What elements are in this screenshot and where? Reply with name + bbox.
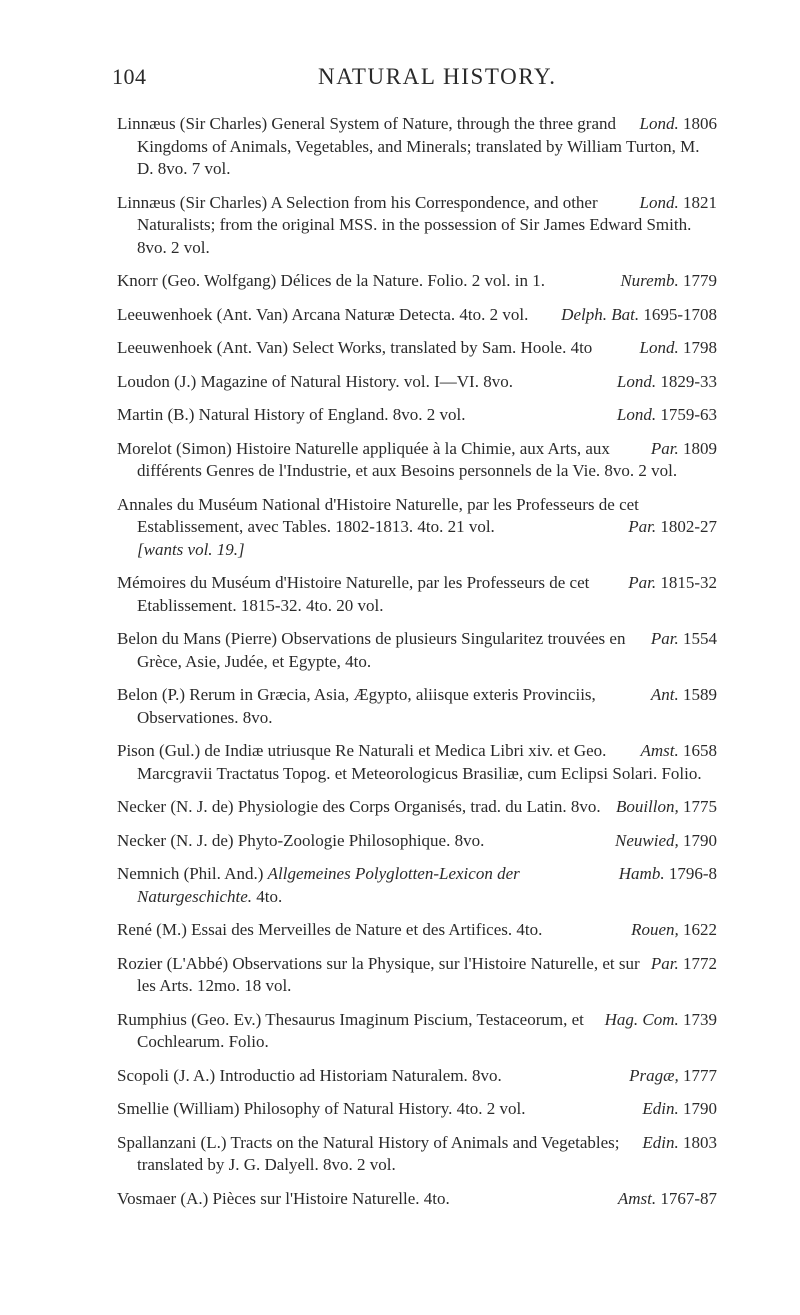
imprint-place: Bouillon, <box>615 797 679 816</box>
imprint-year: 1554 <box>683 629 717 648</box>
catalogue-entry <box>117 919 717 942</box>
catalogue-entry <box>117 1065 717 1088</box>
imprint-year: 1809 <box>683 438 717 458</box>
catalogue-entry <box>117 740 717 785</box>
entry-text: Belon du Mans (Pierre) Observations de plusieurs Singularitez trouvées en Grèce, Asie, Judée, et Egypte, 4to. <box>117 629 626 671</box>
imprint-year: 1767-87 <box>660 1188 717 1208</box>
entry-text: Necker (N. J. de) Physiologie des Corps Organisés, trad. du Latin. 8vo. <box>117 797 601 816</box>
entry-text: Rumphius (Geo. Ev.) Thesaurus Imaginum Piscium, Testaceorum, et Cochlearum. Folio. <box>117 1009 584 1051</box>
entry-text: Spallanzani (L.) Tracts on the Natural History of Animals and Vegetables; translated by J. G. Dalyell. 8vo. 2 vol. <box>117 1132 620 1174</box>
catalogue-entry <box>117 1009 717 1054</box>
imprint-place: Delph. Bat. <box>561 304 640 324</box>
imprint-place: Edin. <box>642 1132 679 1152</box>
imprint <box>641 438 717 461</box>
entries-list <box>117 113 717 1221</box>
imprint-place: Par. <box>650 629 679 648</box>
imprint-place: Lond. <box>639 192 679 212</box>
page-number: 104 <box>112 64 147 89</box>
catalogue-entry <box>117 404 717 427</box>
imprint-year: 1695-1708 <box>643 304 717 324</box>
catalogue-entry <box>117 1188 717 1211</box>
catalogue-entry <box>117 1098 717 1121</box>
imprint-place: Neuwied, <box>615 830 679 850</box>
imprint-place: Rouen, <box>631 920 679 939</box>
entry-text: Knorr (Geo. Wolfgang) Délices de la Nature. Folio. 2 vol. in 1. <box>117 271 545 290</box>
imprint-place: Ant. <box>650 685 679 704</box>
imprint <box>631 740 718 763</box>
imprint-place: Par. <box>628 517 657 536</box>
catalogue-entry <box>117 371 717 394</box>
imprint <box>551 304 717 327</box>
catalogue-entry <box>117 304 717 327</box>
imprint <box>605 830 717 853</box>
imprint <box>610 270 717 293</box>
entry-text: Leeuwenhoek (Ant. Van) Arcana Naturæ Detecta. 4to. 2 vol. <box>117 304 529 324</box>
imprint-place: Lond. <box>639 338 679 357</box>
imprint-place: Edin. <box>642 1099 679 1118</box>
entry-text: Leeuwenhoek (Ant. Van) Select Works, translated by Sam. Hoole. 4to <box>117 338 593 357</box>
entry-text: René (M.) Essai des Merveilles de Nature et des Artifices. 4to. <box>117 920 543 939</box>
imprint-place: Hag. Com. <box>604 1009 679 1029</box>
imprint <box>618 572 717 595</box>
catalogue-entry <box>117 438 717 483</box>
imprint-year: 1759-63 <box>660 405 717 424</box>
entry-text: Vosmaer (A.) Pièces sur l'Histoire Naturelle. 4to. <box>117 1188 450 1208</box>
entry-text-prefix: Nemnich (Phil. And.) <box>117 864 268 883</box>
entry-text: Martin (B.) Natural History of England. 8vo. 2 vol. <box>117 405 466 424</box>
catalogue-entry <box>117 830 717 853</box>
imprint-year: 1821 <box>683 192 717 212</box>
imprint-year: 1790 <box>683 830 717 850</box>
imprint-year: 1622 <box>683 920 717 939</box>
catalogue-entry <box>117 684 717 729</box>
catalogue-entry <box>117 113 717 181</box>
entry-text: Annales du Muséum National d'Histoire Naturelle, par les Professeurs de cet Establissement, avec Tables. 1802-1813. 4to. 21 vol. <box>117 494 639 536</box>
imprint-year: 1806 <box>683 114 717 133</box>
imprint-place: Hamb. <box>618 864 665 883</box>
entry-text: Belon (P.) Rerum in Græcia, Asia, Ægypto, aliisque exteris Provinciis, Observationes. 8vo. <box>117 685 596 727</box>
entry-text: Linnæus (Sir Charles) A Selection from his Correspondence, and other Naturalists; from the original MSS. in the possession of Sir James Edward Smith. 8vo. 2 vol. <box>117 192 692 257</box>
catalogue-entry <box>117 1132 717 1177</box>
entry-text: Morelot (Simon) Histoire Naturelle appliquée à la Chimie, aux Arts, aux différents Genres de l'Industrie, et aux Besoins personnels de la Vie. 8vo. 2 vol. <box>117 438 678 480</box>
entry-text: Scopoli (J. A.) Introductio ad Historiam Naturalem. 8vo. <box>117 1065 502 1085</box>
imprint <box>618 516 717 539</box>
entry-title-italic: Allgemeines Polyglotten-Lexicon der Naturgeschichte. <box>137 864 520 906</box>
entry-text: Loudon (J.) Magazine of Natural History. vol. I—VI. 8vo. <box>117 371 513 391</box>
imprint-place: Lond. <box>616 371 657 391</box>
entry-text: Necker (N. J. de) Phyto-Zoologie Philosophique. 8vo. <box>117 830 485 850</box>
imprint-place: Par. <box>650 438 679 458</box>
imprint-place: Amst. <box>617 1188 657 1208</box>
catalogue-entry <box>117 628 717 673</box>
imprint <box>619 1065 717 1088</box>
imprint-place: Amst. <box>640 741 679 760</box>
imprint <box>630 192 717 215</box>
imprint-place: Lond. <box>639 114 679 133</box>
imprint <box>632 1132 717 1155</box>
catalogue-entry <box>117 494 717 562</box>
entry-text: Mémoires du Muséum d'Histoire Naturelle, par les Professeurs de cet Etablissement. 1815-32. 4to. 20 vol. <box>117 573 590 615</box>
imprint-year: 1775 <box>683 797 717 816</box>
imprint-year: 1815-32 <box>660 573 717 592</box>
imprint-year: 1796-8 <box>668 864 717 883</box>
imprint <box>607 371 717 394</box>
catalogue-entry <box>117 572 717 617</box>
imprint-year: 1777 <box>683 1065 717 1085</box>
imprint-place: Lond. <box>616 405 657 424</box>
imprint-place: Par. <box>628 573 657 592</box>
imprint-year: 1772 <box>683 953 717 973</box>
imprint-year: 1790 <box>683 1099 717 1118</box>
entry-note: [wants vol. 19.] <box>137 539 245 559</box>
imprint-year: 1779 <box>683 271 717 290</box>
imprint-place: Nuremb. <box>620 271 679 290</box>
imprint <box>608 1188 717 1211</box>
imprint <box>606 796 717 819</box>
imprint-year: 1803 <box>683 1132 717 1152</box>
entry-text: Rozier (L'Abbé) Observations sur la Physique, sur l'Histoire Naturelle, et sur les Arts. 12mo. 18 vol. <box>117 953 640 995</box>
imprint-place: Pragæ, <box>629 1065 679 1085</box>
catalogue-entry <box>117 796 717 819</box>
entry-text: Pison (Gul.) de Indiæ utriusque Re Naturali et Medica Libri xiv. et Geo. Marcgravii Tractatus Topog. et Meteorologicus Brasiliæ, cum Eclipsi Solari. Folio. <box>117 741 702 783</box>
imprint <box>609 863 717 886</box>
catalogue-entry <box>117 337 717 360</box>
imprint-year: 1658 <box>683 741 717 760</box>
entry-text: Smellie (William) Philosophy of Natural History. 4to. 2 vol. <box>117 1099 526 1118</box>
running-head: NATURAL HISTORY. <box>318 64 557 89</box>
catalogue-entry <box>117 953 717 998</box>
imprint-year: 1798 <box>683 338 717 357</box>
imprint-year: 1829-33 <box>660 371 717 391</box>
catalogue-entry <box>117 192 717 260</box>
imprint <box>607 404 717 427</box>
imprint <box>621 919 717 942</box>
entry-text-suffix: 4to. <box>252 886 283 906</box>
imprint <box>641 953 717 976</box>
catalogue-entry <box>117 863 717 908</box>
imprint-year: 1589 <box>683 685 717 704</box>
imprint <box>641 684 717 707</box>
page-header <box>112 64 732 104</box>
imprint <box>630 113 717 136</box>
catalogue-entry <box>117 270 717 293</box>
entry-text: Linnæus (Sir Charles) General System of Nature, through the three grand Kingdoms of Animals, Vegetables, and Minerals; translated by William Turton, M. D. 8vo. 7 vol. <box>117 114 700 178</box>
imprint <box>632 1098 717 1121</box>
imprint-year: 1739 <box>683 1009 717 1029</box>
imprint-year: 1802-27 <box>660 517 717 536</box>
imprint <box>595 1009 717 1032</box>
imprint-place: Par. <box>650 953 679 973</box>
imprint <box>641 628 717 651</box>
imprint <box>630 337 717 360</box>
